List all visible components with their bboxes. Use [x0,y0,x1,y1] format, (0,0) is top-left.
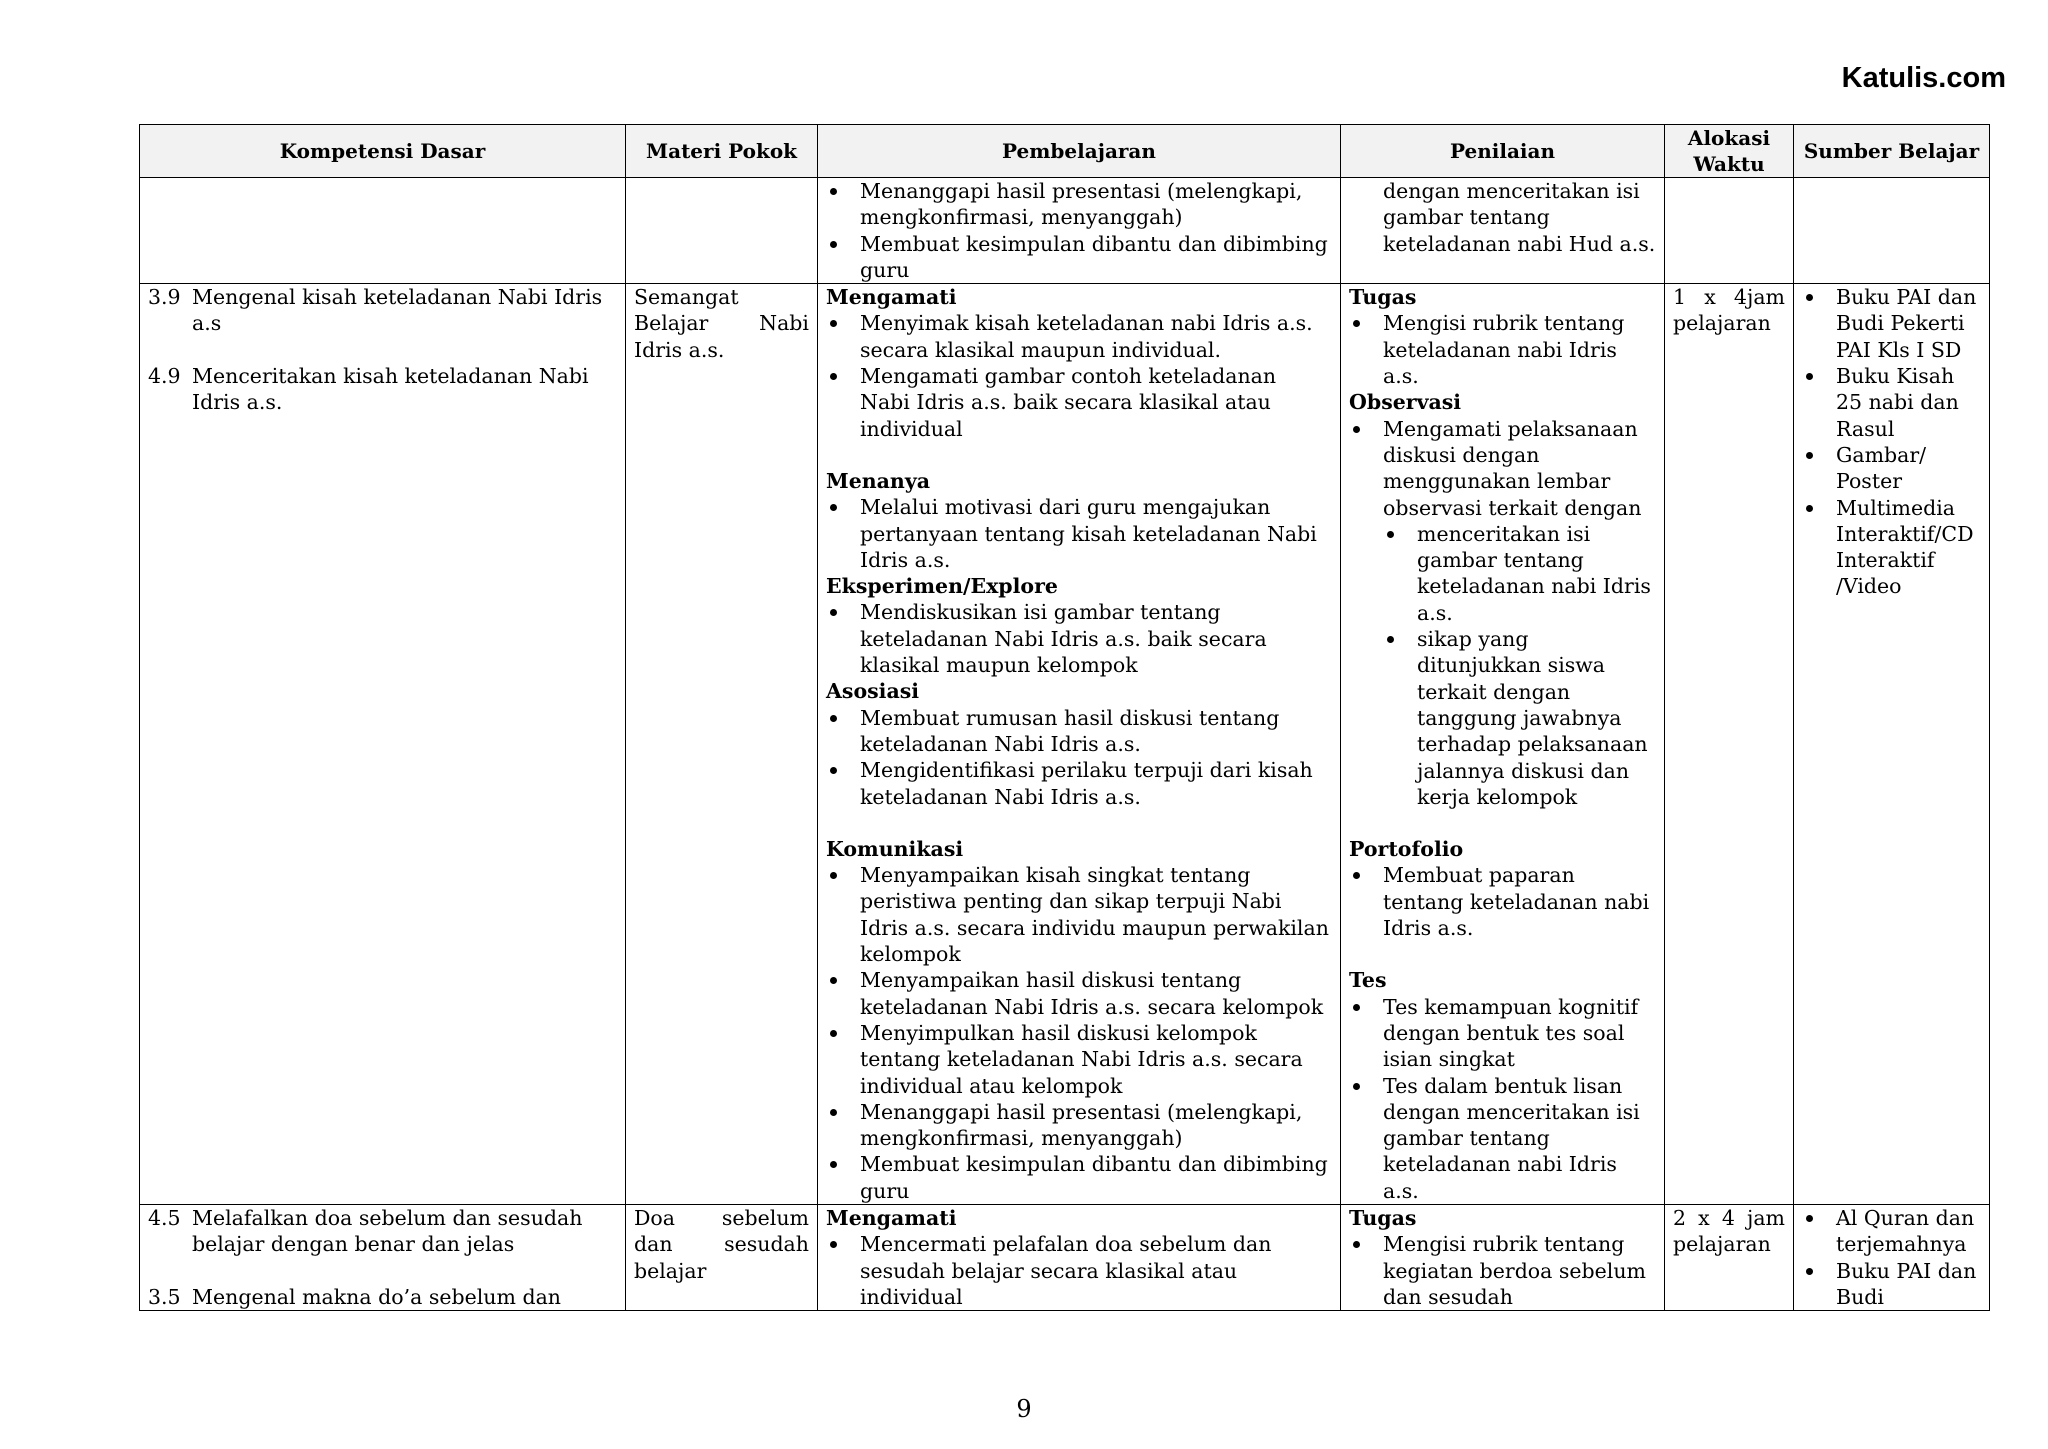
sumber-cell [1794,284,1990,1205]
kd-text: Mengenal kisah keteladanan Nabi Idris a.s [192,285,603,336]
list-item: Mengamati pelaksanaan diskusi dengan menggunakan lembar observasi terkait dengan [1349,416,1656,521]
list-item: Mengisi rubrik tentang keteladanan nabi Idris a.s. [1349,310,1656,389]
kd-cell [140,178,626,284]
section-heading: Komunikasi [826,836,964,861]
kd-item [148,1205,617,1258]
kd-number: 3.9 [148,285,181,310]
list-item: sikap yang ditunjukkan siswa terkait dengan tanggung jawabnya terhadap pelaksanaan jalannya diskusi dan kerja kelompok [1383,626,1656,810]
penilaian-cell [1341,178,1665,284]
page-number: 9 [1016,1395,1032,1423]
sumber-cell [1794,178,1990,284]
list-item: Mengidentifikasi perilaku terpuji dari kisah keteladanan Nabi Idris a.s. [826,757,1332,810]
materi-cell [626,284,818,1205]
alokasi-text: 1 x 4jam pelajaran [1673,285,1785,336]
list-item: Multimedia Interaktif/CD Interaktif /Video [1802,495,1981,600]
list-item: Mengisi rubrik tentang kegiatan berdoa sebelum dan sesudah [1349,1231,1656,1310]
pembelajaran-cell [818,178,1341,284]
header-kompetensi-dasar: Kompetensi Dasar [140,125,626,178]
list-item: Membuat paparan tentang keteladanan nabi Idris a.s. [1349,862,1656,941]
header-pembelajaran: Pembelajaran [818,125,1341,178]
list-item: Membuat kesimpulan dibantu dan dibimbing guru [826,231,1332,284]
kd-item [148,363,617,416]
kd-text: Menceritakan kisah keteladanan Nabi Idris a.s. [192,363,589,415]
kd-cell [140,284,626,1205]
section-heading: Tes [1349,968,1387,993]
kd-item [148,1284,617,1310]
list-item: Gambar/ Poster [1802,442,1981,495]
pembelajaran-cell [818,284,1341,1205]
table-header-row [140,125,1990,178]
list-item: Buku PAI dan Budi [1802,1258,1981,1311]
materi-cell [626,1204,818,1310]
list-item: menceritakan isi gambar tentang keteladanan nabi Idris a.s. [1383,521,1656,626]
kd-number: 4.5 [148,1205,181,1230]
alokasi-cell [1665,1204,1794,1310]
section-heading: Mengamati [826,1205,957,1230]
pembelajaran-cell [818,1204,1341,1310]
header-alokasi-waktu: Alokasi Waktu [1665,125,1794,178]
penilaian-text: dengan menceritakan isi gambar tentang keteladanan nabi Hud a.s. [1383,179,1656,256]
table-row [140,178,1990,284]
section-heading: Observasi [1349,390,1462,415]
list-item: Menyampaikan kisah singkat tentang peristiwa penting dan sikap terpuji Nabi Idris a.s. secara individu maupun perwakilan kelompok [826,862,1332,967]
alokasi-cell [1665,178,1794,284]
section-heading: Portofolio [1349,837,1464,862]
list-item: Buku PAI dan Budi Pekerti PAI Kls I SD [1802,284,1981,363]
list-item: Mendiskusikan isi gambar tentang keteladanan Nabi Idris a.s. baik secara klasikal maupun kelompok [826,599,1332,678]
materi-cell [626,178,818,284]
list-item: Tes kemampuan kognitif dengan bentuk tes soal isian singkat [1349,994,1656,1073]
materi-text: Semangat Belajar Nabi Idris a.s. [634,285,809,362]
materi-text: Doa sebelum dan sesudah belajar [634,1205,809,1283]
kd-text: Melafalkan doa sebelum dan sesudah belajar dengan benar dan jelas [192,1205,583,1257]
list-item: Tes dalam bentuk lisan dengan menceritakan isi gambar tentang keteladanan nabi Idris a.s. [1349,1073,1656,1204]
section-heading: Tugas [1349,285,1417,310]
kd-text: Mengenal makna do’a sebelum dan [192,1284,561,1309]
list-item: Membuat rumusan hasil diskusi tentang keteladanan Nabi Idris a.s. [826,705,1332,758]
penilaian-cell [1341,1204,1665,1310]
kd-number: 4.9 [148,363,181,388]
list-item: Menyampaikan hasil diskusi tentang keteladanan Nabi Idris a.s. secara kelompok [826,967,1332,1020]
alokasi-cell [1665,284,1794,1205]
kd-item [148,284,617,337]
brand-watermark: Katulis.com [1841,62,2006,94]
list-item: Menyimak kisah keteladanan nabi Idris a.s. secara klasikal maupun individual. [826,310,1332,363]
table-row [140,1204,1990,1310]
table-row [140,284,1990,1205]
list-item: Menyimpulkan hasil diskusi kelompok tentang keteladanan Nabi Idris a.s. secara individual atau kelompok [826,1020,1332,1099]
list-item: Al Quran dan terjemahnya [1802,1205,1981,1258]
list-item: Melalui motivasi dari guru mengajukan pertanyaan tentang kisah keteladanan Nabi Idris a.s. [826,494,1332,573]
kd-number: 3.5 [148,1284,181,1309]
sumber-cell [1794,1204,1990,1310]
header-sumber-belajar: Sumber Belajar [1794,125,1990,178]
alokasi-text: 2 x 4 jam pelajaran [1673,1205,1785,1257]
section-heading: Menanya [826,468,931,493]
header-penilaian: Penilaian [1341,125,1665,178]
list-item: Mencermati pelafalan doa sebelum dan sesudah belajar secara klasikal atau individual [826,1231,1332,1310]
section-heading: Asosiasi [826,679,920,704]
kd-cell [140,1204,626,1310]
list-item: Menanggapi hasil presentasi (melengkapi, mengkonfirmasi, menyanggah) [826,1099,1332,1152]
syllabus-table [139,124,1990,1311]
list-item: Membuat kesimpulan dibantu dan dibimbing guru [826,1151,1332,1204]
list-item: Menanggapi hasil presentasi (melengkapi, mengkonfirmasi, menyanggah) [826,178,1332,231]
header-materi-pokok: Materi Pokok [626,125,818,178]
section-heading: Tugas [1349,1205,1417,1230]
section-heading: Eksperimen/Explore [826,574,1058,599]
list-item: Mengamati gambar contoh keteladanan Nabi Idris a.s. baik secara klasikal atau individual [826,363,1332,442]
penilaian-cell [1341,284,1665,1205]
section-heading: Mengamati [826,285,957,310]
list-item: Buku Kisah 25 nabi dan Rasul [1802,363,1981,442]
